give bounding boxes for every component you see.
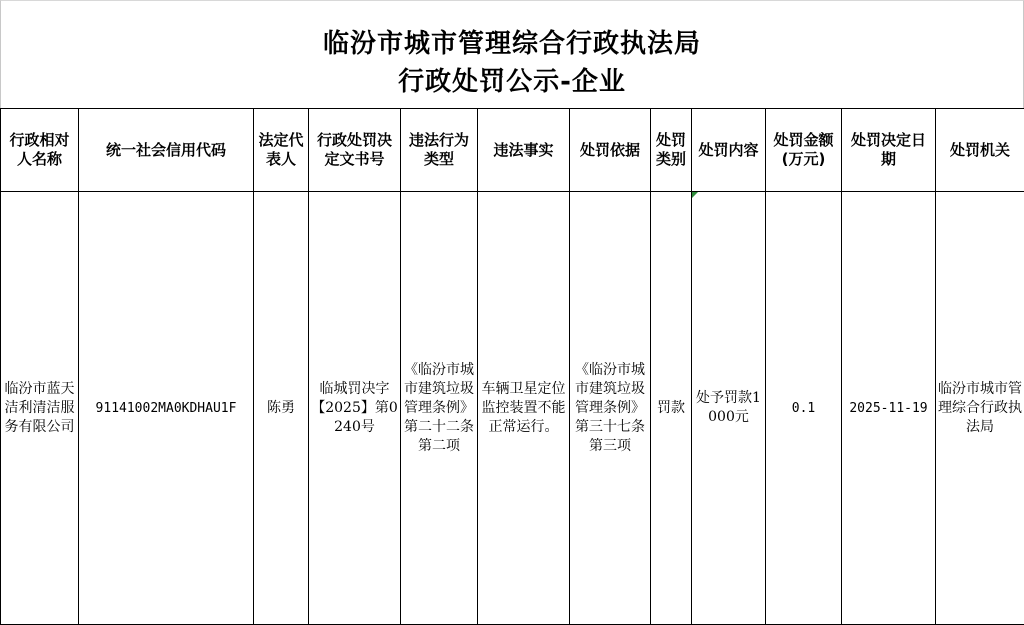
header-violation-facts: 违法事实	[478, 109, 570, 192]
header-penalty-category: 处罚类别	[651, 109, 692, 192]
cell-penalty-category: 罚款	[651, 192, 692, 625]
page-subtitle: 行政处罚公示-企业	[398, 67, 626, 97]
cell-decision-no: 临城罚决字【2025】第0240号	[309, 192, 401, 625]
table-row	[1, 192, 1024, 625]
cell-comment-marker-icon	[692, 192, 698, 198]
cell-penalty-basis: 《临汾市城市建筑垃圾管理条例》第三十七条第三项	[570, 192, 651, 625]
cell-penalty-content-text: 处予罚款1000元	[696, 390, 761, 425]
header-credit-code: 统一社会信用代码	[79, 109, 254, 192]
title-block	[0, 0, 1024, 108]
header-legal-rep: 法定代表人	[254, 109, 309, 192]
penalty-table	[0, 108, 1024, 625]
cell-penalty-content	[692, 192, 766, 625]
header-penalty-amount: 处罚金额(万元)	[766, 109, 842, 192]
header-penalty-basis: 处罚依据	[570, 109, 651, 192]
header-violation-type: 违法行为类型	[401, 109, 478, 192]
header-decision-no: 行政处罚决定文书号	[309, 109, 401, 192]
cell-party-name: 临汾市蓝天洁利清洁服务有限公司	[1, 192, 79, 625]
cell-legal-rep: 陈勇	[254, 192, 309, 625]
cell-penalty-amount: 0.1	[766, 192, 842, 625]
header-penalty-content: 处罚内容	[692, 109, 766, 192]
header-row	[1, 109, 1024, 192]
cell-violation-facts: 车辆卫星定位监控装置不能正常运行。	[478, 192, 570, 625]
header-decision-date: 处罚决定日期	[842, 109, 936, 192]
cell-violation-type: 《临汾市城市建筑垃圾管理条例》第二十二条第二项	[401, 192, 478, 625]
header-penalty-authority: 处罚机关	[936, 109, 1024, 192]
cell-decision-date: 2025-11-19	[842, 192, 936, 625]
cell-penalty-authority: 临汾市城市管理综合行政执法局	[936, 192, 1024, 625]
header-party-name: 行政相对人名称	[1, 109, 79, 192]
page-title: 临汾市城市管理综合行政执法局	[322, 29, 701, 59]
cell-credit-code: 91141002MA0KDHAU1F	[79, 192, 254, 625]
